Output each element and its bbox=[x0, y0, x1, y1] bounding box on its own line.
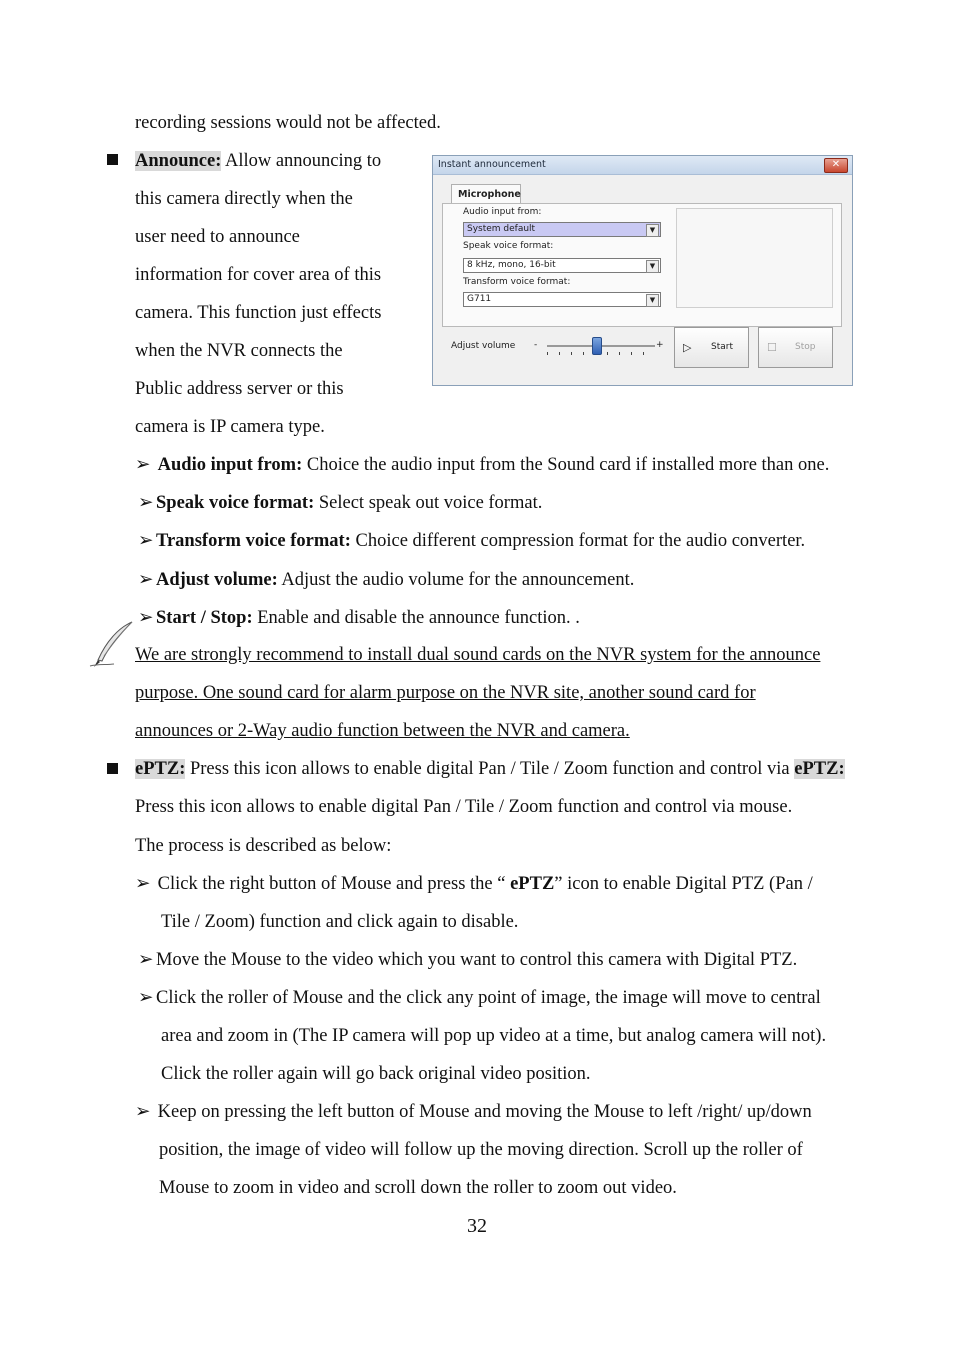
stop-label: Stop bbox=[795, 342, 816, 352]
audio-input-value: System default bbox=[467, 224, 536, 234]
stop-icon: ☐ bbox=[767, 341, 777, 354]
arrow-bullet-icon: ➢ bbox=[135, 874, 151, 894]
arrow-bullet-icon: ➢ bbox=[138, 608, 154, 628]
text-line: Public address server or this bbox=[135, 379, 344, 399]
text-line: Press this icon allows to enable digital Pan / Tile / Zoom function and control via mouse. bbox=[135, 797, 793, 817]
text-line: user need to announce bbox=[135, 227, 300, 247]
text-line: Tile / Zoom) function and click again to disable. bbox=[161, 912, 519, 932]
speak-format-select[interactable] bbox=[463, 258, 661, 273]
volume-label: Adjust volume bbox=[451, 341, 516, 351]
close-icon[interactable]: ✕ bbox=[824, 158, 848, 173]
bullet-text: Select speak out voice format. bbox=[314, 493, 543, 513]
eptz-text: Press this icon allows to enable digital Pan / Tile / Zoom function and control via bbox=[185, 759, 795, 779]
step-bold: ePTZ bbox=[510, 874, 555, 894]
note-line: purpose. One sound card for alarm purpose on the NVR site, another sound card for bbox=[135, 683, 756, 703]
bullet-text: Choice different compression format for the audio converter. bbox=[350, 531, 806, 551]
text-line: Mouse to zoom in video and scroll down the roller to zoom out video. bbox=[159, 1178, 677, 1198]
bullet-text: Adjust the audio volume for the announcement. bbox=[277, 570, 635, 590]
arrow-bullet-icon: ➢ bbox=[138, 950, 154, 970]
speak-format-label: Speak voice format: bbox=[463, 241, 554, 251]
step-text: Click the right button of Mouse and press the “ bbox=[157, 874, 511, 894]
eptz-step-1 bbox=[135, 872, 813, 896]
text-line: The process is described as below: bbox=[135, 836, 392, 856]
bullet-label: Start / Stop: bbox=[156, 608, 253, 628]
eptz-label: ePTZ: bbox=[794, 759, 845, 779]
bullet-text: Enable and disable the announce function. . bbox=[252, 608, 580, 628]
eptz-line bbox=[135, 757, 845, 781]
transform-format-label: Transform voice format: bbox=[463, 277, 571, 287]
text-line: Click the roller again will go back original video position. bbox=[161, 1064, 591, 1084]
announce-label: Announce: bbox=[135, 151, 222, 171]
bullet-label: Audio input from: bbox=[157, 455, 303, 475]
start-label: Start bbox=[711, 342, 733, 352]
text-line: area and zoom in (The IP camera will pop up video at a time, but analog camera will not). bbox=[161, 1026, 827, 1046]
note-line: announces or 2-Way audio function between the NVR and camera. bbox=[135, 721, 630, 741]
eptz-label: ePTZ: bbox=[135, 759, 186, 779]
dialog-titlebar bbox=[433, 156, 852, 175]
note-quill-icon bbox=[88, 620, 136, 670]
instant-announcement-dialog bbox=[432, 155, 853, 386]
step-text: Keep on pressing the left button of Mouse and moving the Mouse to left /right/ up/down bbox=[157, 1102, 812, 1122]
bullet-label: Transform voice format: bbox=[156, 531, 351, 551]
bullet-speak-format bbox=[138, 491, 542, 515]
speak-format-value: 8 kHz, mono, 16-bit bbox=[467, 260, 556, 270]
text-line: information for cover area of this bbox=[135, 265, 382, 285]
transform-format-select[interactable] bbox=[463, 292, 661, 307]
bullet-text: Choice the audio input from the Sound card if installed more than one. bbox=[302, 455, 830, 475]
step-text: ” icon to enable Digital PTZ (Pan / bbox=[554, 874, 813, 894]
dialog-title: Instant announcement bbox=[438, 159, 546, 170]
note-line: We are strongly recommend to install dual sound cards on the NVR system for the announce bbox=[135, 645, 821, 665]
volume-plus: + bbox=[656, 340, 664, 350]
bullet-audio-input bbox=[135, 453, 829, 477]
arrow-bullet-icon: ➢ bbox=[138, 531, 154, 551]
volume-minus: - bbox=[534, 340, 538, 350]
page-number: 32 bbox=[467, 1215, 487, 1237]
play-icon: ▷ bbox=[683, 341, 692, 354]
eptz-step-2 bbox=[138, 948, 797, 972]
announce-line bbox=[135, 149, 381, 173]
arrow-bullet-icon: ➢ bbox=[138, 493, 154, 513]
bullet-square bbox=[107, 154, 118, 165]
bullet-transform-format bbox=[138, 529, 805, 553]
chevron-down-icon[interactable]: ▼ bbox=[646, 260, 659, 273]
preview-pane bbox=[676, 208, 833, 308]
text-line: camera. This function just effects bbox=[135, 303, 382, 323]
chevron-down-icon[interactable]: ▼ bbox=[646, 294, 659, 307]
bullet-square bbox=[107, 763, 118, 774]
eptz-step-3 bbox=[138, 986, 821, 1010]
text-line: position, the image of video will follow up the moving direction. Scroll up the roller of bbox=[159, 1140, 803, 1160]
text-line: camera is IP camera type. bbox=[135, 417, 325, 437]
transform-format-value: G711 bbox=[467, 294, 492, 304]
announce-text: Allow announcing to bbox=[221, 151, 382, 171]
start-button[interactable] bbox=[674, 327, 749, 368]
bullet-start-stop bbox=[138, 606, 580, 630]
bullet-label: Adjust volume: bbox=[156, 570, 278, 590]
text-line: this camera directly when the bbox=[135, 189, 353, 209]
audio-input-label: Audio input from: bbox=[463, 207, 542, 217]
bullet-label: Speak voice format: bbox=[156, 493, 315, 513]
step-text: Move the Mouse to the video which you want to control this camera with Digital PTZ. bbox=[156, 950, 798, 970]
eptz-step-4 bbox=[135, 1100, 812, 1124]
stop-button[interactable] bbox=[758, 327, 833, 368]
text-line: when the NVR connects the bbox=[135, 341, 343, 361]
tab-microphone[interactable]: Microphone bbox=[451, 184, 521, 203]
step-text: Click the roller of Mouse and the click any point of image, the image will move to central bbox=[156, 988, 821, 1008]
arrow-bullet-icon: ➢ bbox=[138, 988, 154, 1008]
bullet-adjust-volume bbox=[138, 568, 634, 592]
arrow-bullet-icon: ➢ bbox=[138, 570, 154, 590]
volume-slider-thumb[interactable] bbox=[592, 337, 602, 355]
chevron-down-icon[interactable]: ▼ bbox=[646, 224, 659, 237]
arrow-bullet-icon: ➢ bbox=[135, 1102, 151, 1122]
text-line: recording sessions would not be affected. bbox=[135, 113, 441, 133]
audio-input-select[interactable] bbox=[463, 222, 661, 237]
arrow-bullet-icon: ➢ bbox=[135, 455, 151, 475]
